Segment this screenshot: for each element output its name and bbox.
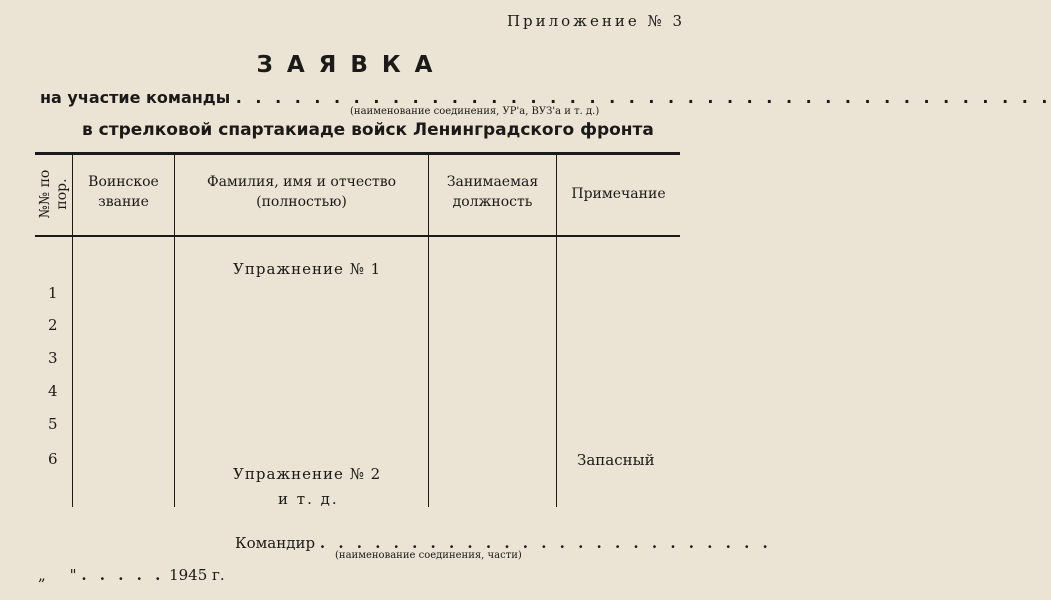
date-quote-mid: " (69, 566, 77, 584)
reserve-note: Запасный (577, 451, 655, 469)
row-number: 4 (48, 382, 58, 400)
header-number: №№ по пор. (37, 169, 70, 219)
commander-label: Командир (235, 534, 316, 552)
header-position: Занимаемая должность (446, 174, 539, 210)
event-line: в стрелковой спартакиаде войск Ленинградского фронта (82, 120, 654, 140)
commander-note: (наименование соединения, части) (335, 550, 522, 561)
date-line (38, 566, 225, 584)
commander-dots: . . . . . . . . . . . . . . . . . . . . . . . . . (319, 534, 772, 552)
etc-label: и т. д. (278, 490, 339, 508)
row-number: 5 (48, 415, 58, 433)
exercise-2-label: Упражнение № 2 (233, 465, 382, 483)
header-remark: Примечание (571, 186, 666, 202)
date-year: 1945 г. (169, 566, 225, 584)
exercise-1-label: Упражнение № 1 (233, 260, 382, 278)
header-full-name: Фамилия, имя и отчество (полностью) (206, 174, 397, 210)
participation-dots: . . . . . . . . . . . . . . . . . . . . . . . . . . . . . . . . . . . . . . . . . . (235, 88, 1051, 107)
form-title: ЗАЯВКА (256, 52, 447, 78)
row-number: 3 (48, 349, 58, 367)
table-top-rule (35, 152, 680, 155)
team-participation-line (40, 88, 1051, 107)
header-rank: Воинское звание (88, 174, 159, 210)
table-header-rule (35, 235, 680, 237)
date-quote-open: „ (38, 566, 46, 584)
row-number: 2 (48, 316, 58, 334)
row-number: 1 (48, 284, 58, 302)
row-number: 6 (48, 450, 58, 468)
participation-label: на участие команды (40, 88, 231, 107)
date-dots: . . . . . (81, 566, 165, 584)
appendix-label: Приложение № 3 (506, 12, 685, 30)
table-col-divider (556, 152, 557, 507)
participation-note: (наименование соединения, УР'а, ВУЗ'а и т. д.) (350, 106, 600, 117)
